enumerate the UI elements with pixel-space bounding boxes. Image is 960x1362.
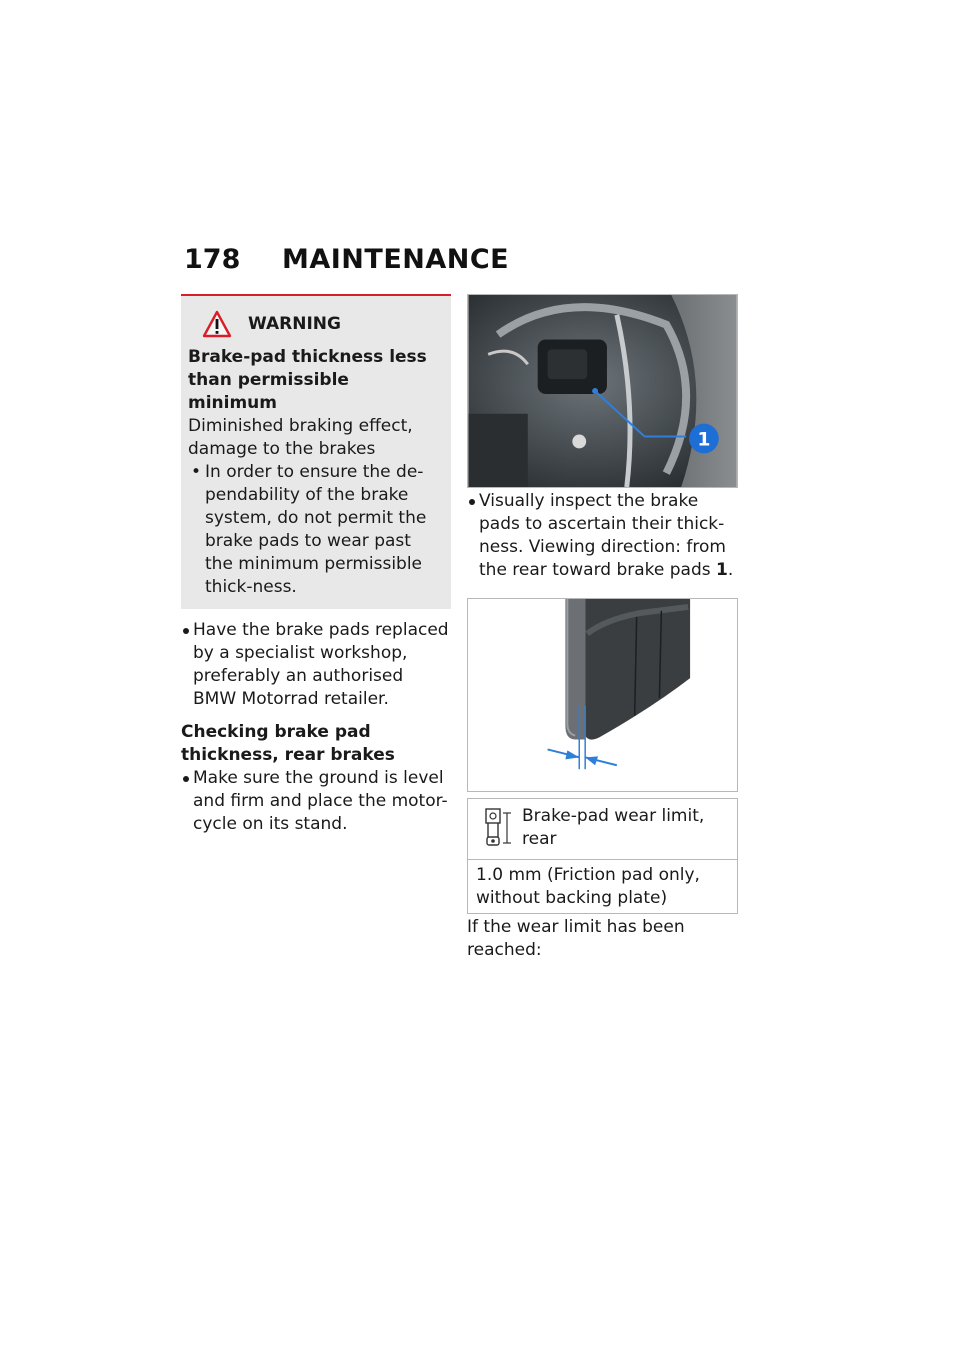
spec-label: Brake-pad wear limit, rear: [522, 806, 705, 849]
spec-table: [467, 798, 738, 914]
list-item: [467, 490, 738, 582]
bullet-list: [181, 619, 451, 711]
warning-title-row: [202, 310, 443, 338]
brake-caliper-photo: [467, 294, 738, 488]
list-item-text: Visually inspect the brake pads to ascertain their thick-ness. Viewing direction: from the rear toward brake pads: [479, 491, 726, 580]
callout-number: 1: [697, 429, 711, 451]
warning-bullet-list: [188, 461, 443, 599]
closing-text: If the wear limit has been reached:: [467, 917, 685, 960]
list-item-end: .: [727, 560, 734, 580]
bullet-list: [467, 490, 738, 582]
figure-reference: 1: [716, 560, 728, 580]
spec-value: 1.0 mm (Friction pad only, without backing plate): [476, 865, 700, 908]
section-title: MAINTENANCE: [282, 244, 510, 275]
brake-pad-wear-icon: [482, 805, 514, 849]
bullet-list: [181, 767, 451, 836]
page-number: 178: [184, 244, 241, 275]
warning-box: [181, 294, 451, 609]
list-item: Make sure the ground is level and firm and place the motor-cycle on its stand.: [181, 767, 451, 836]
brake-pad-diagram: [467, 598, 738, 792]
warning-title: WARNING: [248, 313, 341, 334]
warning-consequence: Diminished braking effect, damage to the brakes: [188, 416, 413, 459]
subsection-heading: Checking brake pad thickness, rear brakes: [181, 722, 395, 765]
left-column: [181, 294, 451, 836]
spec-header: [468, 799, 737, 860]
right-column: [467, 294, 738, 962]
list-item: Have the brake pads replaced by a specialist workshop, preferably an authorised BMW Motorrad retailer.: [181, 619, 451, 711]
warning-heading: Brake-pad thickness less than permissible minimum: [188, 347, 427, 413]
warning-bullet: • In order to ensure the de-pendability of the brake system, do not permit the brake pads to wear past the minimum permissible thick-ness.: [188, 461, 443, 599]
warning-triangle-icon: [202, 310, 232, 338]
